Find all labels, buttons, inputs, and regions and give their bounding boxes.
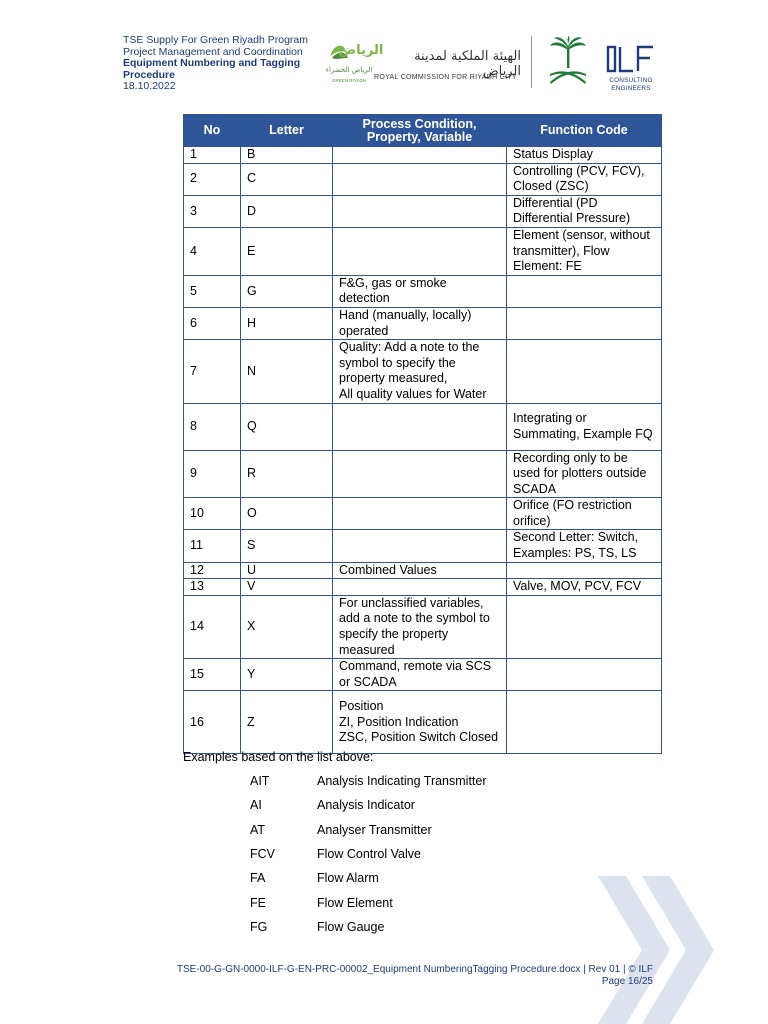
row-process-cell: F&G, gas or smoke detection	[333, 275, 507, 307]
row-function-cell: Element (sensor, without transmitter), Flow Element: FE	[507, 227, 662, 275]
ilf-logo-mark-icon	[605, 44, 657, 74]
row-process-cell	[333, 163, 507, 195]
row-no-cell: 11	[184, 530, 241, 562]
row-letter-cell: V	[241, 579, 333, 596]
example-description: Analyser Transmitter	[317, 822, 432, 837]
row-no-cell: 6	[184, 307, 241, 339]
example-code: AT	[250, 822, 266, 837]
row-process-cell: Command, remote via SCS or SCADA	[333, 659, 507, 691]
row-function-cell	[507, 595, 662, 658]
row-no-cell: 9	[184, 450, 241, 498]
row-no-cell: 8	[184, 403, 241, 450]
green-riyadh-en-text: GREEN RIYADH	[332, 78, 366, 83]
row-no-cell: 15	[184, 659, 241, 691]
row-process-cell	[333, 227, 507, 275]
row-function-cell: Integrating or Summating, Example FQ	[507, 403, 662, 450]
example-item	[250, 920, 384, 934]
table-row	[184, 163, 662, 195]
row-letter-cell: O	[241, 498, 333, 530]
logo-divider	[531, 36, 532, 88]
example-code: FA	[250, 871, 266, 886]
row-process-cell: Quality: Add a note to the symbol to specify the property measured, All quality values for Water	[333, 340, 507, 403]
example-item	[250, 798, 415, 812]
table-row	[184, 403, 662, 450]
row-function-cell	[507, 307, 662, 339]
row-letter-cell: N	[241, 340, 333, 403]
royal-commission-english: ROYAL COMMISSION FOR RIYADH CITY	[374, 74, 517, 81]
saudi-emblem-icon	[546, 36, 590, 88]
green-riyadh-ar-text: الرياض	[338, 43, 384, 58]
row-no-cell: 12	[184, 562, 241, 579]
example-code: FG	[250, 919, 268, 934]
example-code: FCV	[250, 846, 275, 861]
row-letter-cell: H	[241, 307, 333, 339]
header-no: No	[184, 115, 241, 147]
row-letter-cell: D	[241, 195, 333, 227]
row-function-cell	[507, 691, 662, 754]
example-description: Flow Alarm	[317, 871, 379, 886]
row-function-cell: Orifice (FO restriction orifice)	[507, 498, 662, 530]
example-code: FE	[250, 895, 266, 910]
row-function-cell: Valve, MOV, PCV, FCV	[507, 579, 662, 596]
table-row	[184, 562, 662, 579]
green-riyadh-logo	[324, 38, 384, 88]
document-header	[123, 35, 308, 93]
row-letter-cell: G	[241, 275, 333, 307]
row-process-cell	[333, 530, 507, 562]
table-row	[184, 579, 662, 596]
row-letter-cell: R	[241, 450, 333, 498]
table-header-row	[184, 115, 662, 147]
footer-page-number: Page 16/25	[601, 976, 653, 987]
row-letter-cell: Z	[241, 691, 333, 754]
document-title-cont: Procedure	[123, 68, 175, 81]
header-letter: Letter	[241, 115, 333, 147]
row-no-cell: 14	[184, 595, 241, 658]
example-item	[250, 871, 379, 885]
row-no-cell: 2	[184, 163, 241, 195]
row-letter-cell: C	[241, 163, 333, 195]
table-row	[184, 227, 662, 275]
table-body	[184, 147, 662, 754]
row-process-cell	[333, 403, 507, 450]
row-function-cell: Status Display	[507, 147, 662, 164]
chevron-decoration-icon	[598, 876, 718, 1024]
table-row	[184, 659, 662, 691]
green-riyadh-ar-sub: الرياض الخضراء	[325, 66, 373, 74]
example-item	[250, 774, 487, 788]
table-row	[184, 195, 662, 227]
page-footer	[100, 964, 653, 988]
example-code: AI	[250, 798, 262, 813]
row-no-cell: 16	[184, 691, 241, 754]
ilf-engineers: ENGINEERS	[611, 85, 651, 92]
row-letter-cell: X	[241, 595, 333, 658]
example-code: AIT	[250, 774, 270, 788]
row-no-cell: 5	[184, 275, 241, 307]
row-process-cell	[333, 147, 507, 164]
row-process-cell	[333, 498, 507, 530]
row-function-cell: Differential (PD Differential Pressure)	[507, 195, 662, 227]
example-description: Flow Gauge	[317, 919, 385, 934]
table-row	[184, 450, 662, 498]
row-letter-cell: Y	[241, 659, 333, 691]
row-function-cell: Controlling (PCV, FCV), Closed (ZSC)	[507, 163, 662, 195]
row-function-cell	[507, 340, 662, 403]
row-no-cell: 4	[184, 227, 241, 275]
identification-letters-table	[183, 114, 662, 754]
table-row	[184, 498, 662, 530]
row-function-cell: Recording only to be used for plotters outside SCADA	[507, 450, 662, 498]
section-title: Project Management and Coordination	[123, 45, 303, 58]
header-process-condition: Process Condition, Property, Variable	[333, 115, 507, 147]
table-row	[184, 691, 662, 754]
example-item	[250, 823, 432, 837]
table-row	[184, 147, 662, 164]
row-no-cell: 3	[184, 195, 241, 227]
row-process-cell	[333, 579, 507, 596]
example-description: Flow Control Valve	[317, 846, 421, 861]
row-process-cell: Position ZI, Position Indication ZSC, Position Switch Closed	[333, 691, 507, 754]
ilf-logo	[605, 44, 657, 94]
example-description: Analysis Indicating Transmitter	[317, 774, 487, 788]
example-description: Analysis Indicator	[317, 798, 415, 813]
row-no-cell: 10	[184, 498, 241, 530]
row-no-cell: 7	[184, 340, 241, 403]
example-item	[250, 896, 393, 910]
row-process-cell: Combined Values	[333, 562, 507, 579]
ilf-consulting: CONSULTING	[609, 77, 653, 84]
row-no-cell: 13	[184, 579, 241, 596]
table-row	[184, 307, 662, 339]
table-row	[184, 530, 662, 562]
row-letter-cell: S	[241, 530, 333, 562]
row-letter-cell: U	[241, 562, 333, 579]
row-process-cell	[333, 450, 507, 498]
footer-document-reference: TSE-00-G-GN-0000-ILF-G-EN-PRC-00002_Equipment NumberingTagging Procedure.docx | Rev 01 | © ILF	[176, 964, 653, 975]
royal-commission-arabic: الهيئة الملكية لمدينة الرياض	[414, 49, 521, 79]
row-letter-cell: E	[241, 227, 333, 275]
document-title: Equipment Numbering and Tagging	[123, 57, 301, 70]
example-description: Flow Element	[317, 895, 393, 910]
row-function-cell	[507, 275, 662, 307]
row-process-cell: For unclassified variables, add a note to the symbol to specify the property measured	[333, 595, 507, 658]
examples-title: Examples based on the list above:	[183, 750, 374, 764]
document-date: 18.10.2022	[123, 80, 176, 93]
row-function-cell	[507, 562, 662, 579]
example-item	[250, 847, 421, 861]
row-letter-cell: B	[241, 147, 333, 164]
row-process-cell: Hand (manually, locally) operated	[333, 307, 507, 339]
row-process-cell	[333, 195, 507, 227]
row-letter-cell: Q	[241, 403, 333, 450]
row-function-cell: Second Letter: Switch, Examples: PS, TS, LS	[507, 530, 662, 562]
header-function-code: Function Code	[507, 115, 662, 147]
table-row	[184, 275, 662, 307]
program-title: TSE Supply For Green Riyadh Program	[123, 34, 308, 46]
table-row	[184, 595, 662, 658]
table-row	[184, 340, 662, 403]
row-no-cell: 1	[184, 147, 241, 164]
row-function-cell	[507, 659, 662, 691]
